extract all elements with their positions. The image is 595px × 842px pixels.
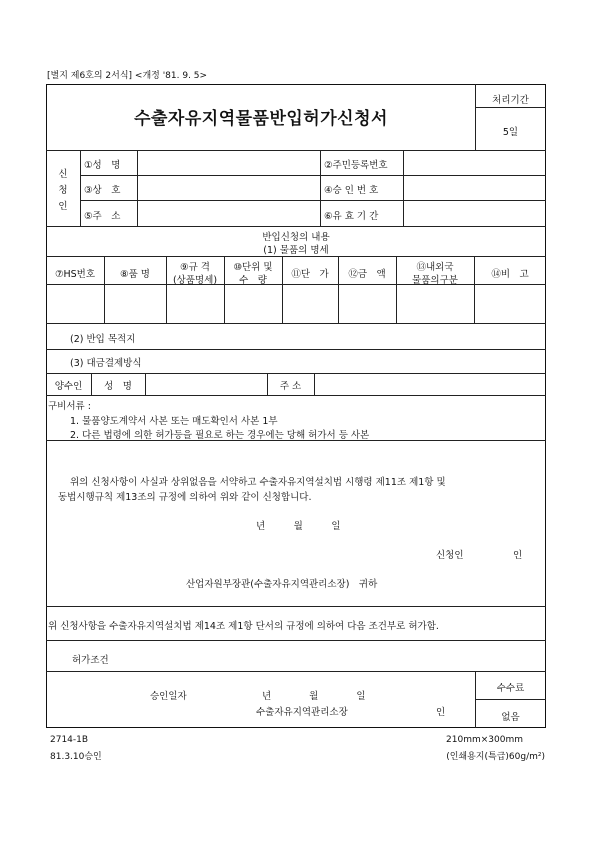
applicant-signature-label: 신청인 <box>436 550 464 561</box>
approval-note: 81.3.10승인 <box>50 752 102 762</box>
applicant-name-field[interactable] <box>140 153 318 173</box>
col-item-name: ⑧품 명 <box>120 269 150 280</box>
approval-date-label: 승인일자 <box>150 691 187 702</box>
col-spec-line2: (상품명세) <box>172 275 218 286</box>
applicant-label: 신 청 인 <box>58 169 68 212</box>
document-item-2: 2. 다른 법령에 의한 허가등을 필요로 하는 경우에는 당해 허가서 등 사본 <box>70 430 370 441</box>
col-hs-number: ⑦HS번호 <box>54 269 96 280</box>
processing-period-label: 처리기간 <box>492 95 529 106</box>
col-remarks: ⑭비 고 <box>491 269 529 280</box>
documents-label: 구비서류 : <box>48 401 91 412</box>
paper-size: 210mm×300mm <box>446 735 523 745</box>
conditions-field[interactable] <box>140 644 544 669</box>
transferee-address-field[interactable] <box>316 375 544 393</box>
trade-name-field[interactable] <box>140 178 318 198</box>
transferee-name-label: 성 명 <box>104 381 132 392</box>
declaration-line-2: 동법시행규칙 제13조의 규정에 의하여 위와 같이 신청합니다. <box>58 492 312 503</box>
col-spec-line1: ⑨규 격 <box>180 262 210 273</box>
approval-statement: 위 신청사항을 수출자유지역설치법 제14조 제1항 단서의 규정에 의하여 다음 조건부로 허가함. <box>48 621 439 632</box>
col-unit-price: ⑪단 가 <box>291 269 329 280</box>
form-code: 2714-1B <box>50 735 89 745</box>
section-subtitle: (1) 물품의 명세 <box>263 245 329 256</box>
applicant-name-label: ①성 명 <box>84 160 121 171</box>
paper-spec: (인쇄용지(특급)60g/m²) <box>446 752 545 762</box>
transferee-label: 양수인 <box>54 381 83 392</box>
declaration-line-1: 위의 신청사항이 사실과 상위없음을 서약하고 수출자유지역설치법 시행령 제11조 제1항 및 <box>70 477 446 488</box>
form-title: 수출자유지역물품반입허가신청서 <box>134 109 388 129</box>
col-origin-line1: ⑬내외국 <box>416 262 454 273</box>
resident-number-field[interactable] <box>406 153 544 173</box>
section-title: 반입신청의 내용 <box>262 232 330 243</box>
payment-method-field[interactable] <box>170 351 544 371</box>
col-amount: ⑫금 액 <box>348 269 386 280</box>
transferee-address-label: 주 소 <box>279 381 302 392</box>
address-field[interactable] <box>140 203 318 223</box>
transferee-name-field[interactable] <box>147 375 265 393</box>
form-header-note: [별지 제6호의 2서식] <개정 '81. 9. 5> <box>47 71 208 81</box>
approving-office: 수출자유지역관리소장 <box>256 707 348 718</box>
applicant-address-label: ⑤주 소 <box>84 211 121 222</box>
col-unit-line2: 수 량 <box>239 275 267 286</box>
validity-period-field[interactable] <box>406 203 544 223</box>
applicant-trade-name-label: ③상 호 <box>84 185 121 196</box>
validity-period-label: ⑥유 효 기 간 <box>324 211 379 222</box>
application-date: 년 월 일 <box>256 521 341 532</box>
col-unit-line1: ⑩단위 및 <box>233 262 273 273</box>
approval-seal-mark: 인 <box>436 707 446 718</box>
destination-field[interactable] <box>170 326 544 346</box>
approval-number-field[interactable] <box>406 178 544 198</box>
processing-period-value: 5일 <box>502 127 519 138</box>
fee-label: 수수료 <box>496 683 525 694</box>
applicant-seal-mark: 인 <box>513 550 523 561</box>
goods-entry-row[interactable] <box>47 286 545 321</box>
destination-label: (2) 반입 목적지 <box>70 334 136 345</box>
col-origin-line2: 물품의구분 <box>412 275 458 286</box>
addressee: 산업자원부장관(수출자유지역관리소장) 귀하 <box>186 579 378 590</box>
document-item-1: 1. 물품양도계약서 사본 또는 매도확인서 사본 1부 <box>70 416 278 427</box>
payment-method-label: (3) 대금결제방식 <box>70 358 142 369</box>
approval-date: 년 월 일 <box>262 691 366 702</box>
fee-value: 없음 <box>501 712 520 723</box>
resident-number-label: ②주민등록번호 <box>324 160 388 171</box>
approval-number-label: ④승 인 번 호 <box>324 185 379 196</box>
conditions-label: 허가조건 <box>72 655 109 666</box>
